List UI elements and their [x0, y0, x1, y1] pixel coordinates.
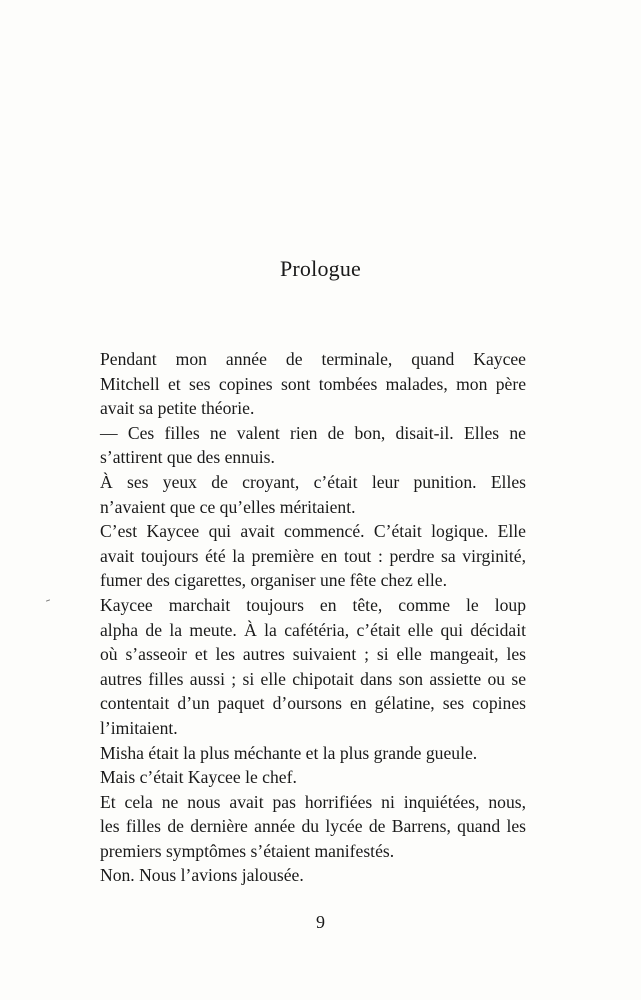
paragraph — [76, 765, 526, 790]
text-line: Et cela ne nous avait pas horrifiées ni inquiétées, nous, — [100, 791, 526, 812]
paragraph — [76, 593, 526, 741]
paragraph — [76, 470, 526, 519]
text-line: Misha était la plus méchante et la plus grande gueule. — [100, 742, 478, 763]
text-line: contentait d’un paquet d’oursons en gélatine, ses copines — [100, 693, 526, 714]
text-line: les filles de dernière année du lycée de Barrens, quand les — [100, 816, 526, 837]
text-line: Mitchell et ses copines sont tombées malades, mon père — [100, 373, 526, 394]
text-line: fumer des cigarettes, organiser une fête chez elle. — [100, 570, 447, 591]
text-line: C’est Kaycee qui avait commencé. C’était logique. Elle — [100, 521, 526, 542]
text-line: — Ces filles ne valent rien de bon, disait-il. Elles ne — [100, 422, 526, 443]
paragraph — [76, 790, 526, 864]
text-line: Kaycee marchait toujours en tête, comme le loup — [100, 594, 526, 615]
text-line: autres filles aussi ; si elle chipotait dans son assiette ou se — [100, 668, 526, 689]
text-line: avait sa petite théorie. — [100, 398, 255, 419]
body-text — [76, 347, 526, 888]
text-line: n’avaient que ce qu’elles méritaient. — [100, 496, 356, 517]
paragraph — [76, 519, 526, 593]
paragraph — [76, 863, 526, 888]
page-number: 9 — [316, 912, 325, 932]
paragraph — [76, 347, 526, 421]
text-line: s’attirent que des ennuis. — [100, 447, 275, 468]
text-line: Non. Nous l’avions jalousée. — [100, 865, 304, 886]
text-line: À ses yeux de croyant, c’était leur punition. Elles — [100, 471, 526, 492]
paragraph — [76, 421, 526, 470]
chapter-title: Prologue — [279, 256, 362, 281]
text-line: Pendant mon année de terminale, quand Kaycee — [100, 349, 526, 369]
text-line: Mais c’était Kaycee le chef. — [100, 767, 297, 788]
scan-speck — [46, 599, 50, 601]
text-line: alpha de la meute. À la cafétéria, c’était elle qui décidait — [100, 619, 526, 640]
text-line: l’imitaient. — [100, 717, 178, 738]
text-line: avait toujours été la première en tout : perdre sa virginité, — [100, 545, 526, 566]
paragraph — [76, 741, 526, 766]
text-line: où s’asseoir et les autres suivaient ; si elle mangeait, les — [100, 644, 526, 665]
text-line: premiers symptômes s’étaient manifestés. — [100, 840, 395, 861]
